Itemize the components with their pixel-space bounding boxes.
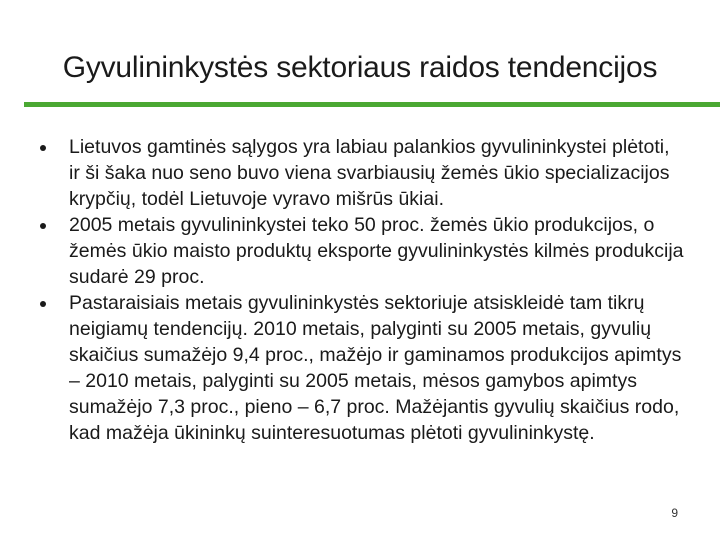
bullet-item — [40, 212, 685, 290]
bullet-item — [40, 134, 685, 212]
slide-title: Gyvulininkystės sektoriaus raidos tendencijos — [62, 51, 658, 84]
bullet-text: Pastaraisiais metais gyvulininkystės sektoriuje atsiskleidė tam tikrų neigiamų tendencijų. 2010 metais, palyginti su 2005 metais, gyvulių skaičius sumažėjo 9,4 proc., mažėjo ir gaminamos produkcijos apimtys – 2010 metais, palyginti su 2005 metais, mėsos gamybos apimtys sumažėjo 7,3 proc., pieno – 6,7 proc. Mažėjantis gyvulių skaičius rodo, kad mažėja ūkininkų suinteresuotumas plėtoti gyvulininkystę. — [69, 292, 682, 444]
bullet-icon — [40, 145, 46, 151]
bullet-icon — [40, 301, 46, 307]
title-divider — [24, 102, 720, 107]
bullet-icon — [40, 223, 46, 229]
bullet-list — [40, 134, 685, 446]
bullet-item — [40, 290, 685, 446]
bullet-text: Lietuvos gamtinės sąlygos yra labiau palankios gyvulininkystei plėtoti, ir ši šaka nuo seno buvo viena svarbiausių žemės ūkio specializacijos krypčių, todėl Lietuvoje vyravo mišrūs ūkiai. — [69, 136, 670, 210]
slide-number: 9 — [671, 506, 678, 520]
bullet-text: 2005 metais gyvulininkystei teko 50 proc. žemės ūkio produkcijos, o žemės ūkio maisto produktų eksporte gyvulininkystės kilmės produkcija sudarė 29 proc. — [69, 214, 684, 288]
